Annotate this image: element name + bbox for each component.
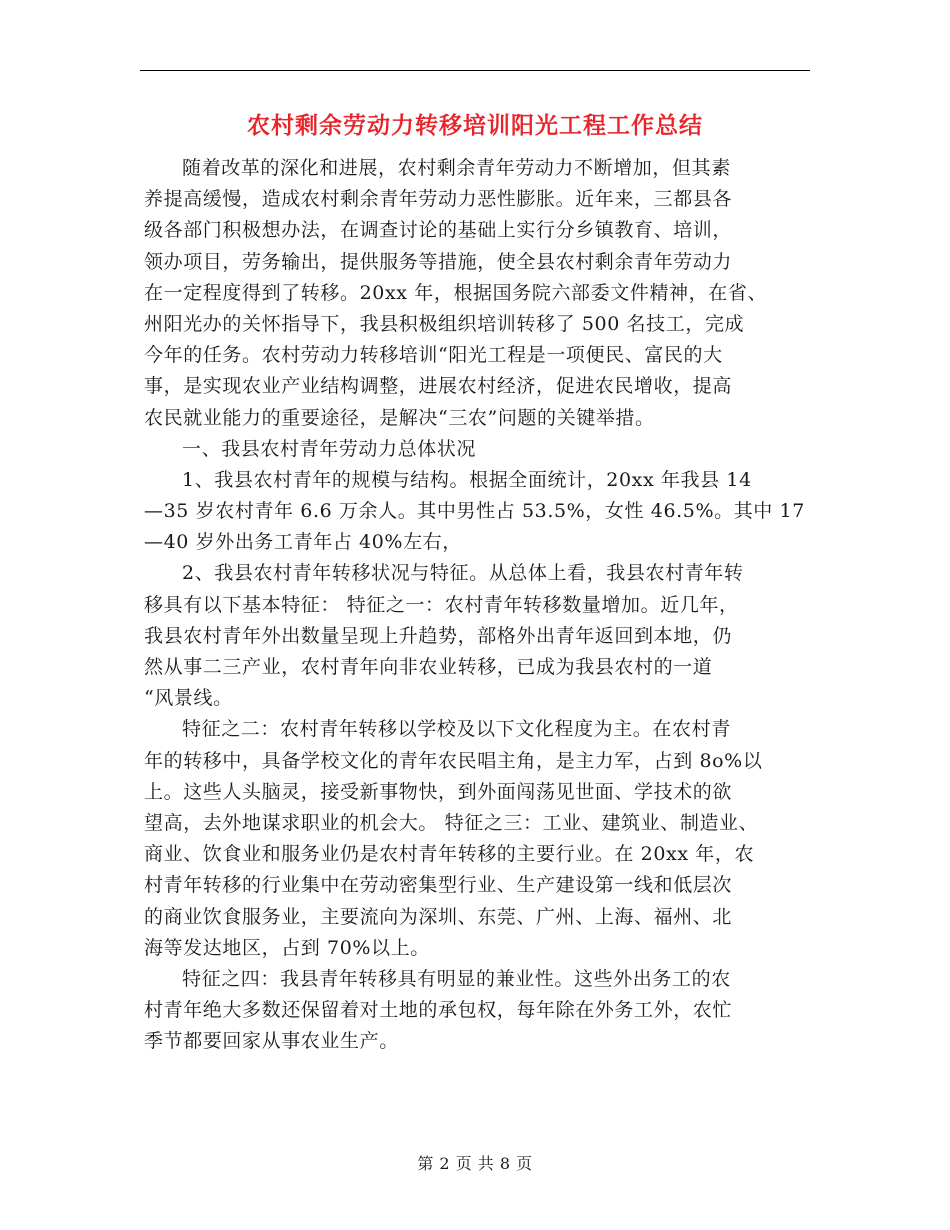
body-line: “风景线。 bbox=[144, 687, 233, 710]
body-line: 村青年转移的行业集中在劳动密集型行业、生产建设第一线和低层次 bbox=[144, 874, 733, 897]
body-line: 村青年绝大多数还保留着对土地的承包权，每年除在外务工外，农忙 bbox=[144, 999, 733, 1022]
body-line: 特征之四：我县青年转移具有明显的兼业性。这些外出务工的农 bbox=[182, 967, 731, 990]
body-line: 我县农村青年外出数量呈现上升趋势，部格外出青年返回到本地，仍 bbox=[144, 624, 733, 647]
body-line: 州阳光办的关怀指导下，我县积极组织培训转移了 500 名技工，完成 bbox=[144, 312, 745, 335]
body-line: 的商业饮食服务业，主要流向为深圳、东莞、广州、上海、福州、北 bbox=[144, 905, 733, 928]
body-line: —35 岁农村青年 6.6 万余人。其中男性占 53.5%，女性 46.5%。其中 17 bbox=[144, 500, 805, 523]
body-line: 1、我县农村青年的规模与结构。根据全面统计，20xx 年我县 14 bbox=[182, 468, 752, 491]
body-line: 年的转移中，具备学校文化的青年农民唱主角，是主力军，占到 8o%以 bbox=[144, 749, 763, 772]
body-line: 商业、饮食业和服务业仍是农村青年转移的主要行业。在 20xx 年，农 bbox=[144, 843, 755, 866]
body-line: 移具有以下基本特征： 特征之一：农村青年转移数量增加。近几年， bbox=[144, 593, 739, 616]
page-footer: 第 2 页 共 8 页 bbox=[417, 1154, 533, 1173]
body-line: 望高，去外地谋求职业的机会大。 特征之三：工业、建筑业、制造业、 bbox=[144, 811, 759, 834]
body-line: 养提高缓慢，造成农村剩余青年劳动力恶性膨胀。近年来，三都县各 bbox=[144, 188, 733, 211]
document-title: 农村剩余劳动力转移培训阳光工程工作总结 bbox=[247, 112, 703, 139]
body-line: 随着改革的深化和进展，农村剩余青年劳动力不断增加，但其素 bbox=[182, 157, 731, 179]
body-line: 事，是实现农业产业结构调整，进展农村经济，促进农民增收，提高 bbox=[144, 375, 733, 398]
document-body bbox=[144, 153, 812, 1057]
body-line: 上。这些人头脑灵，接受新事物快，到外面闯荡见世面、学技术的欲 bbox=[144, 780, 733, 803]
header-rule bbox=[140, 70, 810, 71]
body-line: —40 岁外出务工青年占 40%左右， bbox=[144, 531, 462, 554]
body-line: 2、我县农村青年转移状况与特征。从总体上看，我县农村青年转 bbox=[182, 562, 744, 585]
body-line: 级各部门积极想办法，在调查讨论的基础上实行分乡镇教育、培训， bbox=[144, 219, 733, 242]
body-line: 季节都要回家从事农业生产。 bbox=[144, 1030, 399, 1053]
body-line: 海等发达地区，占到 70%以上。 bbox=[144, 936, 430, 959]
body-line: 领办项目，劳务输出，提供服务等措施，使全县农村剩余青年劳动力 bbox=[144, 250, 733, 273]
section-heading: 一、我县农村青年劳动力总体状况 bbox=[182, 437, 477, 460]
body-line: 在一定程度得到了转移。20xx 年，根据国务院六部委文件精神，在省、 bbox=[144, 281, 768, 304]
body-line: 然从事二三产业，农村青年向非农业转移，已成为我县农村的一道 bbox=[144, 656, 713, 678]
body-line: 农民就业能力的重要途径，是解决“三农”问题的关键举措。 bbox=[144, 406, 655, 429]
body-line: 今年的任务。农村劳动力转移培训“阳光工程是一项便民、富民的大 bbox=[144, 344, 723, 367]
body-line: 特征之二：农村青年转移以学校及以下文化程度为主。在农村青 bbox=[182, 718, 731, 741]
